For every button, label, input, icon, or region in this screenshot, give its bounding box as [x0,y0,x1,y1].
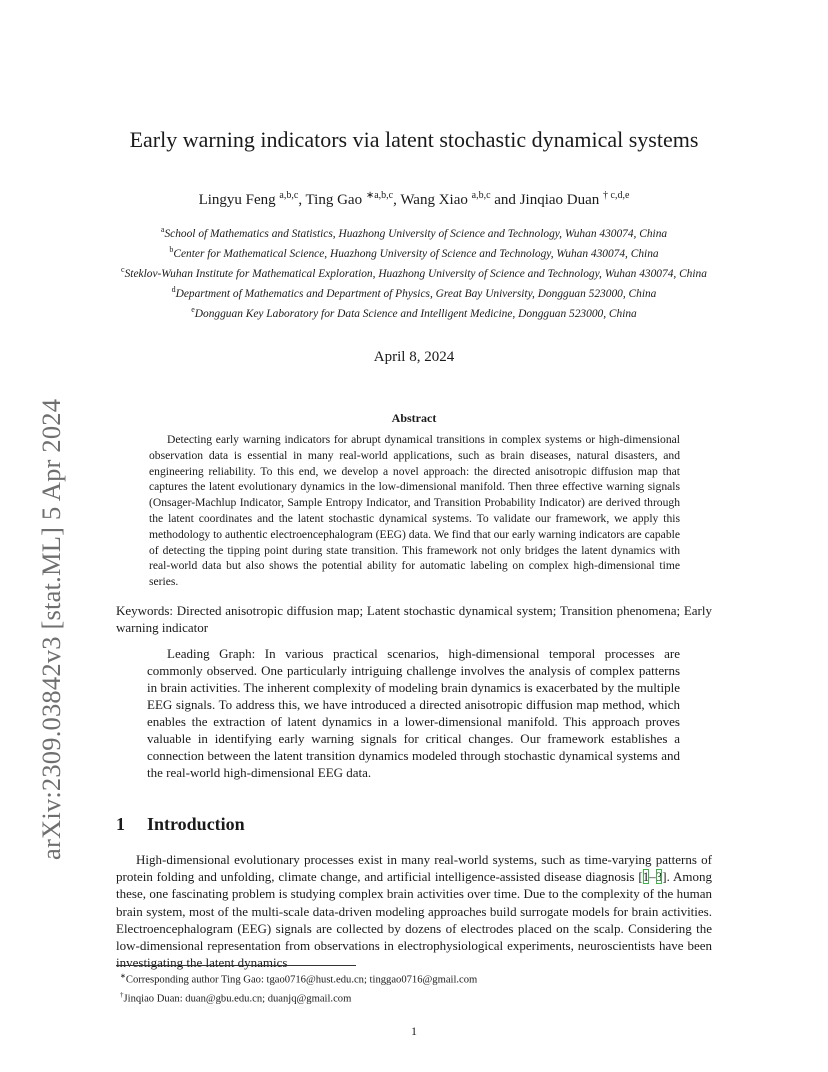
author-name: Wang Xiao [400,192,468,208]
author-affiliation-marks: † c,d,e [603,190,630,201]
author-separator: , [393,192,401,208]
arxiv-identifier: arXiv:2309.03842v3 [stat.ML] 5 Apr 2024 [36,398,66,860]
affiliation [112,222,716,242]
section-title: Introduction [147,814,245,834]
leading-graph: Leading Graph: In various practical scenarios, high-dimensional temporal processes are commonly observed. One particularly intriguing challenge involves the analysis of complex patterns in brain activities. The inherent complexity of modeling brain dynamics is exacerbated by the multiple EEG signals. To address this, we have introduced a directed anisotropic diffusion map method, which enables the extraction of latent dynamics in a lower-dimensional manifold. This approach proves valuable in identifying early warning signals for critical changes. Our framework establishes a connection between the latent transition dynamics modeled through stochastic dynamical systems and the real-world high-dimensional EEG data. [147,646,680,780]
footnote-text: Jinqiao Duan: duan@gbu.edu.cn; duanjq@gmail.com [123,993,352,1005]
author-list [60,190,768,209]
section-number: 1 [116,814,125,834]
page-number: 1 [411,1024,417,1038]
section-heading [116,814,245,835]
cite-bracket: ] [662,869,667,885]
affiliation-mark: d [171,285,176,294]
keywords: Keywords: Directed anisotropic diffusion map; Latent stochastic dynamical system; Transition phenomena; Early warning indicator [116,603,712,635]
citation-link[interactable]: 3 [655,869,663,885]
affiliation-text: School of Mathematics and Statistics, Huazhong University of Science and Technology, Wuhan 430074, China [164,227,668,240]
footnote [120,969,712,988]
affiliation-text: Department of Mathematics and Department of Physics, Great Bay University, Dongguan 523000, China [175,287,657,300]
footnote-text: Corresponding author Ting Gao: tgao0716@hust.edu.cn; tinggao0716@gmail.com [125,974,478,986]
affiliation-mark: e [191,305,195,314]
citation-link[interactable]: 1 [642,869,650,885]
author-separator: , [298,192,306,208]
intro-text: . Among these, one fascinating problem is studying complex brain activities over time. Due to the complexity of the human brain system, most of the multi-scale data-driven modeling approaches build surrogate models for brain activities. Electroencephalogram (EEG) signals are collected by dozens of electrodes placed on the scalp. Considering the low-dimensional representation from observations in electrophysiological experiments, neuroscientists have been investigating the latent dynamics [116,869,712,971]
affiliation-text: Dongguan Key Laboratory for Data Science and Intelligent Medicine, Dongguan 523000, China [194,307,637,320]
intro-text: High-dimensional evolutionary processes exist in many real-world systems, such as time-varying patterns of protein folding and unfolding, climate change, and artificial intelligence-assisted disease diagnosis [116,852,712,885]
footnote-mark: ∗ [120,972,126,980]
cite-dash: – [649,869,656,885]
affiliation [112,262,716,282]
footnote-rule [116,965,356,966]
cite-bracket: [ [638,869,643,885]
affiliation [112,282,716,302]
affiliation-list [112,222,716,322]
intro-paragraph [116,851,712,971]
affiliation-text: Center for Mathematical Science, Huazhong University of Science and Technology, Wuhan 430074, China [173,247,659,260]
affiliation-mark: a [160,225,165,234]
author-affiliation-marks: a,b,c [471,190,491,201]
abstract-heading: Abstract [391,411,437,425]
affiliation [112,242,716,262]
footnote [120,988,712,1007]
footnotes [120,969,712,1007]
affiliation-mark: c [121,265,125,274]
affiliation [112,302,716,322]
paper-title: Early warning indicators via latent stochastic dynamical systems [129,127,699,152]
author-affiliation-marks: a,b,c [279,190,299,201]
author-name: Ting Gao [305,192,363,208]
author-affiliation-marks: ∗a,b,c [365,190,394,201]
publication-date: April 8, 2024 [373,349,455,365]
abstract-body: Detecting early warning indicators for abrupt dynamical transitions in complex systems or high-dimensional observation data is essential in many real-world applications, such as brain diseases, natural disasters, and engineering reliability. To this end, we develop a novel approach: the directed anisotropic diffusion map that captures the latent evolutionary dynamics in the low-dimensional manifold. Then three effective warning signals (Onsager-Machlup Indicator, Sample Entropy Indicator, and Transition Probability Indicator) are derived through the latent coordinates and the latent stochastic dynamical systems. To validate our framework, we apply this methodology to authentic electroencephalogram (EEG) data. We find that our early warning indicators are capable of detecting the tipping point during state transition. This framework not only bridges the latent dynamics with real-world data but also shows the potential ability for automatic labeling on complex high-dimensional time series. [149,433,680,589]
author-separator: and [490,192,520,208]
author-name: Lingyu Feng [198,192,276,208]
affiliation-text: Steklov-Wuhan Institute for Mathematical Exploration, Huazhong University of Science and Technology, Wuhan 430074, China [124,267,707,280]
author-name: Jinqiao Duan [519,192,600,208]
affiliation-mark: b [169,245,174,254]
footnote-mark: † [120,991,124,1000]
